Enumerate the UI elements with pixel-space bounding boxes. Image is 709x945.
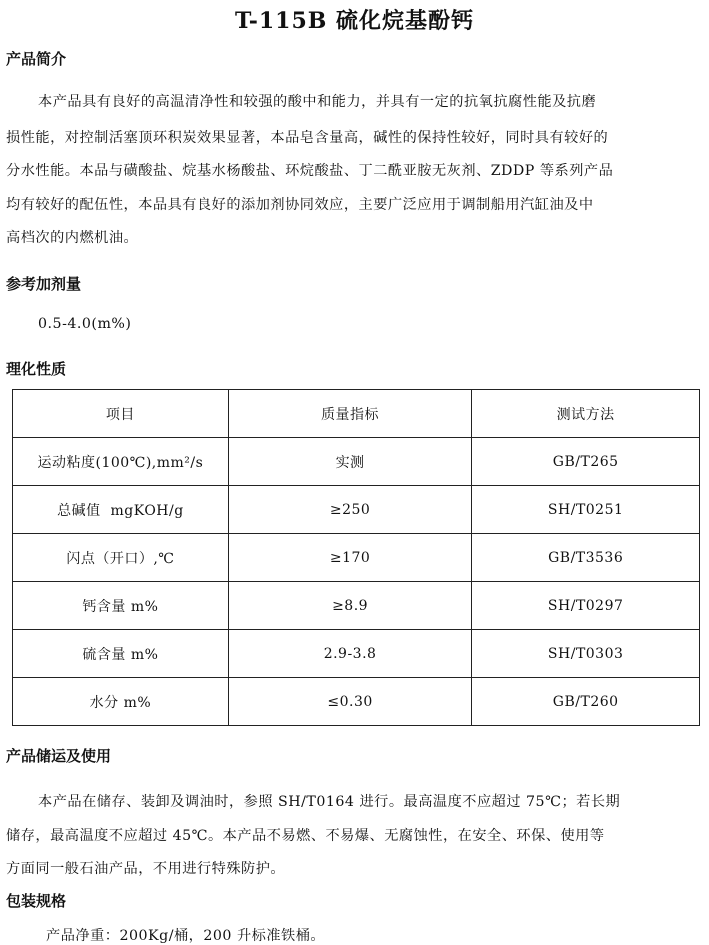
cell-method: SH/T0251: [472, 486, 700, 534]
table-row: [13, 630, 700, 678]
table-row: [13, 678, 700, 726]
cell-item: 运动粘度(100℃),mm²/s: [13, 438, 229, 486]
intro-line: 均有较好的配伍性，本品具有良好的添加剂协同效应，主要广泛应用于调制船用汽缸油及中: [6, 197, 594, 213]
table-row: [13, 438, 700, 486]
table-row: [13, 486, 700, 534]
properties-table: [12, 389, 700, 726]
packaging-heading: 包装规格: [6, 892, 67, 910]
cell-method: GB/T3536: [472, 534, 700, 582]
cell-item: 闪点（开口）,℃: [13, 534, 229, 582]
column-header: 质量指标: [228, 390, 472, 438]
intro-line: 损性能，对控制活塞顶环积炭效果显著，本品皂含量高，碱性的保持性较好，同时具有较好的: [6, 130, 609, 146]
cell-item: 硫含量 m%: [13, 630, 229, 678]
cell-spec: ≥250: [228, 486, 472, 534]
table-header-row: [13, 390, 700, 438]
intro-line: 高档次的内燃机油。: [6, 230, 139, 246]
properties-heading: 理化性质: [6, 360, 67, 378]
cell-spec: 实测: [228, 438, 472, 486]
cell-item: 水分 m%: [13, 678, 229, 726]
table-row: [13, 534, 700, 582]
cell-spec: ≥8.9: [228, 582, 472, 630]
storage-heading: 产品储运及使用: [6, 747, 112, 765]
cell-item: 总碱值 mgKOH/g: [13, 486, 229, 534]
storage-line: 储存，最高温度不应超过 45℃。本产品不易燃、不易爆、无腐蚀性，在安全、环保、使用等: [6, 828, 605, 844]
table-row: [13, 582, 700, 630]
packaging-value: 产品净重：200Kg/桶，200 升标准铁桶。: [46, 928, 326, 944]
storage-line: 本产品在储存、装卸及调油时，参照 SH/T0164 进行。最高温度不应超过 75℃；若长期: [38, 794, 621, 810]
column-header: 项目: [13, 390, 229, 438]
intro-line: 本产品具有良好的高温清净性和较强的酸中和能力，并具有一定的抗氧抗腐性能及抗磨: [38, 94, 597, 110]
cell-method: SH/T0303: [472, 630, 700, 678]
column-header: 测试方法: [472, 390, 700, 438]
cell-spec: 2.9-3.8: [228, 630, 472, 678]
cell-spec: ≥170: [228, 534, 472, 582]
storage-line: 方面同一般石油产品，不用进行特殊防护。: [6, 861, 286, 877]
cell-method: GB/T265: [472, 438, 700, 486]
document-title: T-115B 硫化烷基酚钙: [234, 8, 475, 34]
cell-item: 钙含量 m%: [13, 582, 229, 630]
dosage-value: 0.5-4.0(m%): [38, 316, 132, 332]
cell-method: GB/T260: [472, 678, 700, 726]
intro-line: 分水性能。本品与磺酸盐、烷基水杨酸盐、环烷酸盐、丁二酰亚胺无灰剂、ZDDP 等系列产品: [6, 163, 614, 179]
cell-method: SH/T0297: [472, 582, 700, 630]
dosage-heading: 参考加剂量: [6, 275, 82, 293]
cell-spec: ≤0.30: [228, 678, 472, 726]
intro-heading: 产品简介: [6, 50, 67, 68]
